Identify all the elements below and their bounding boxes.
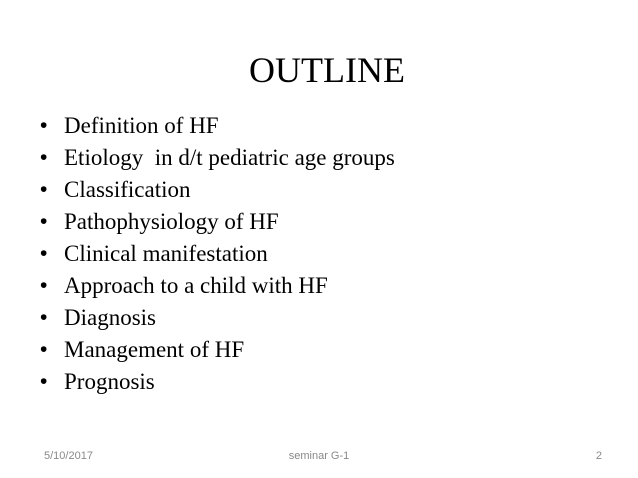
outline-item-text: Clinical manifestation: [64, 241, 268, 266]
bullet-icon: •: [40, 306, 48, 329]
bullet-icon: •: [40, 338, 48, 361]
bullet-icon: •: [40, 178, 48, 201]
outline-item-text: Approach to a child with HF: [64, 273, 328, 298]
outline-item-text: Definition of HF: [64, 113, 219, 138]
outline-item-text: Classification: [64, 177, 191, 202]
footer-title: seminar G-1: [288, 450, 350, 462]
footer-date: 5/10/2017: [44, 450, 93, 462]
outline-item-pathophysiology: [40, 206, 600, 238]
outline-item-diagnosis: [40, 302, 600, 334]
outline-item-text: Diagnosis: [64, 305, 156, 330]
outline-item-classification: [40, 174, 600, 206]
outline-item-text: Etiology in d/t pediatric age groups: [64, 145, 395, 170]
bullet-icon: •: [40, 210, 48, 233]
outline-item-text: Prognosis: [64, 369, 155, 394]
bullet-icon: •: [40, 242, 48, 265]
outline-item-text: Pathophysiology of HF: [64, 209, 279, 234]
outline-item-approach: [40, 270, 600, 302]
slide-title: OUTLINE: [249, 50, 405, 90]
bullet-icon: •: [40, 370, 48, 393]
outline-item-clinical-manifestation: [40, 238, 600, 270]
outline-list: [40, 110, 600, 398]
outline-item-etiology: [40, 142, 600, 174]
bullet-icon: •: [40, 274, 48, 297]
outline-item-text: Management of HF: [64, 337, 245, 362]
bullet-icon: •: [40, 146, 48, 169]
outline-item-prognosis: [40, 366, 600, 398]
bullet-icon: •: [40, 114, 48, 137]
slide-number: 2: [595, 450, 602, 462]
outline-item-definition: [40, 110, 600, 142]
outline-item-management: [40, 334, 600, 366]
